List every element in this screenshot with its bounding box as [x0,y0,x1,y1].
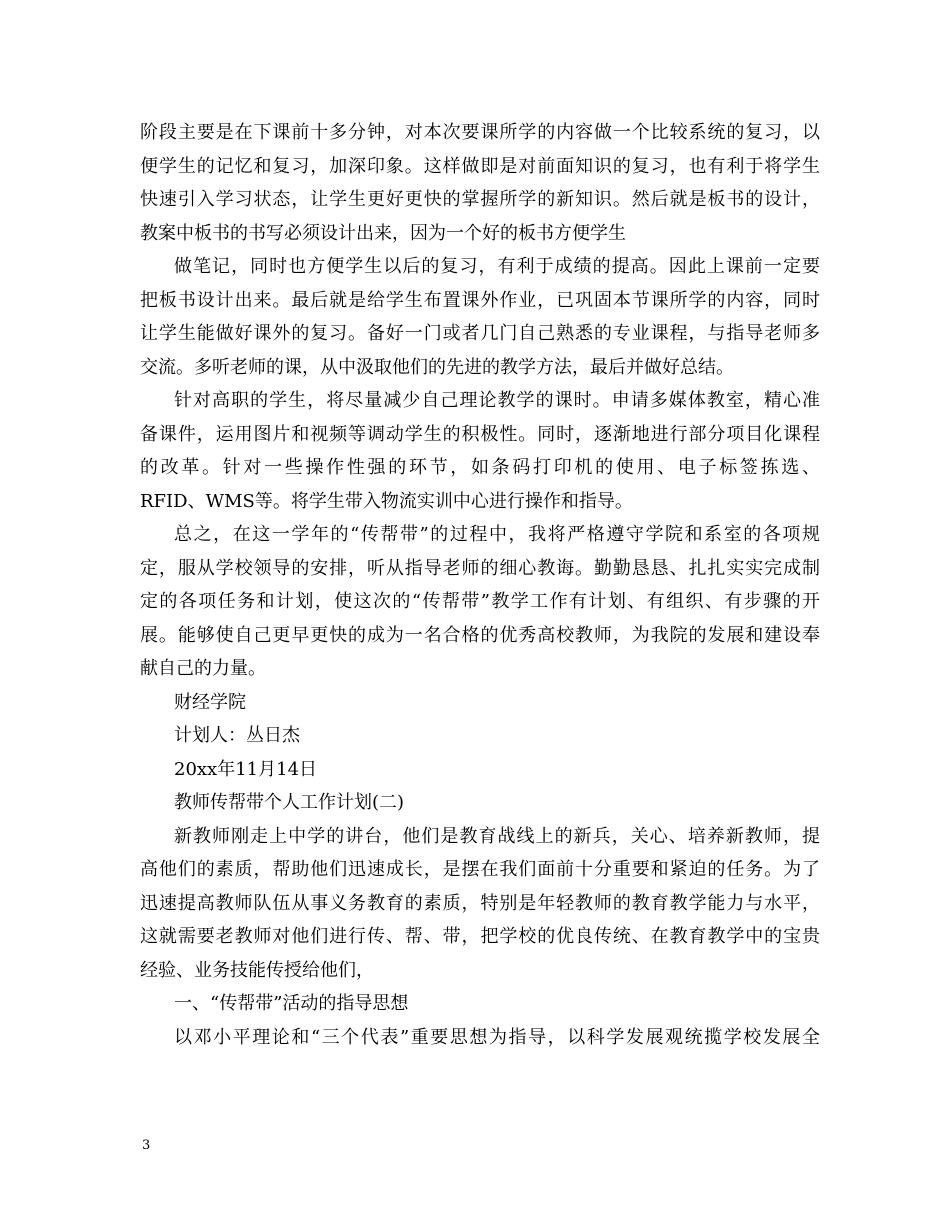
text-line: 计划人：丛日杰 [174,725,300,746]
text-line: 快速引入学习状态，让学生更好更快的掌握所学的新知识。然后就是板书的设计， [140,189,820,210]
text-line: RFID、WMS等。将学生带入物流实训中心进行操作和指导。 [140,490,633,512]
text-line: 新教师刚走上中学的讲台，他们是教育战线上的新兵，关心、培养新教师，提 [174,825,820,847]
text-line: 经验、业务技能传授给他们， [140,959,374,981]
text-line: 做笔记，同时也方便学生以后的复习，有利于成绩的提高。因此上课前一定要 [174,256,820,277]
text-line: 一、“传帮带”活动的指导思想 [174,993,409,1014]
text-line: 20xx年11月14日 [174,758,318,780]
text-line: 这就需要老教师对他们进行传、帮、带，把学校的优良传统、在教育教学中的宝贵 [140,926,820,947]
text-line: 交流。多听老师的课，从中汲取他们的先进的教学方法，最后并做好总结。 [140,356,734,378]
text-line: 备课件，运用图片和视频等调动学生的积极性。同时，逐渐地进行部分项目化课程 [140,423,820,445]
text-line: 高他们的素质，帮助他们迅速成长，是摆在我们面前十分重要和紧迫的任务。为了 [140,859,820,880]
text-line: 总之，在这一学年的“传帮带”的过程中，我将严格遵守学院和系室的各项规 [174,524,820,545]
page-number: 3 [142,1138,151,1153]
text-line: 定，服从学校领导的安排，听从指导老师的细心教诲。勤勤恳恳、扎扎实实完成制 [140,557,820,579]
text-line: 让学生能做好课外的复习。备好一门或者几门自己熟悉的专业课程，与指导老师多 [140,323,820,344]
text-line: 以邓小平理论和“三个代表”重要思想为指导，以科学发展观统揽学校发展全 [174,1026,820,1048]
text-line: 的改革。针对一些操作性强的环节，如条码打印机的使用、电子标签拣选、 [140,457,820,478]
text-line: 教案中板书的书写必须设计出来，因为一个好的板书方便学生 [140,222,626,244]
text-line: 教师传帮带个人工作计划(二) [174,792,405,813]
text-line: 财经学院 [174,691,246,713]
text-line: 针对高职的学生，将尽量减少自己理论教学的课时。申请多媒体教室，精心准 [174,390,820,411]
text-line: 阶段主要是在下课前十多分钟，对本次要课所学的内容做一个比较系统的复习，以 [140,122,820,143]
document-body [140,116,820,1054]
text-line: 展。能够使自己更早更快的成为一名合格的优秀高校教师，为我院的发展和建设奉 [140,624,820,646]
text-line: 献自己的力量。 [140,658,266,679]
text-line: 迅速提高教师队伍从事义务教育的素质，特别是年轻教师的教育教学能力与水平， [140,892,820,914]
text-line: 把板书设计出来。最后就是给学生布置课外作业，已巩固本节课所学的内容，同时 [140,289,820,311]
text-line: 便学生的记忆和复习，加深印象。这样做即是对前面知识的复习，也有利于将学生 [140,155,820,177]
text-line: 定的各项任务和计划，使这次的“传帮带”教学工作有计划、有组织、有步骤的开 [140,591,820,612]
